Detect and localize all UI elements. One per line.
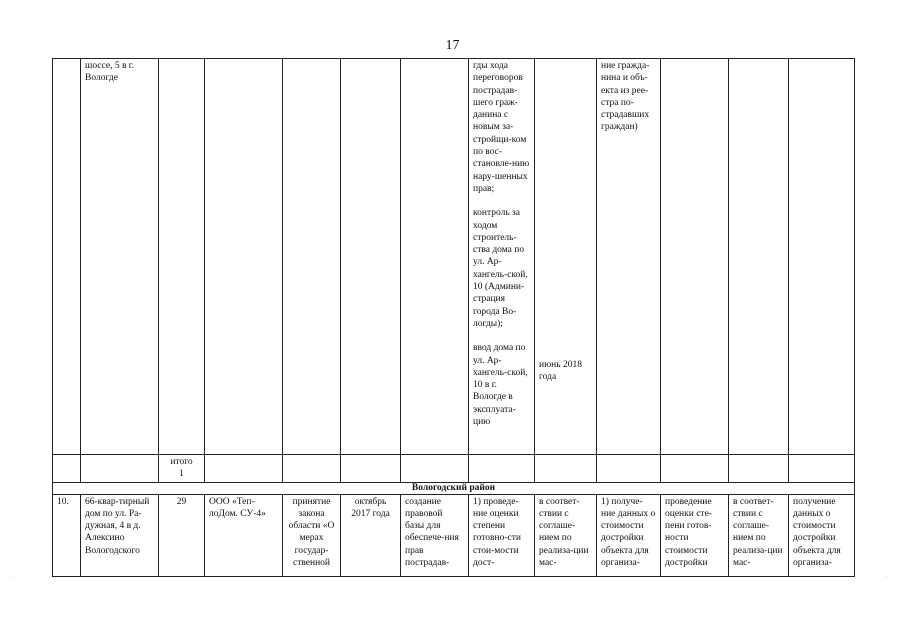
table-row: [53, 59, 855, 455]
measures-table: [52, 58, 855, 577]
count-cell: 29: [159, 494, 205, 576]
scan-artifact: ·: [886, 574, 888, 580]
district-header: Вологодский район: [53, 482, 855, 494]
total-row: [53, 455, 855, 483]
total-value: 1: [179, 469, 184, 480]
action-cell: 1) проведе-ние оценки степени готовно-сти стои-мости дост-: [469, 494, 535, 576]
result-cell: создание правовой базы для обеспече-ния прав пострадав-: [401, 494, 469, 576]
object-cell: шоссе, 5 в г. Вологде: [81, 59, 159, 455]
table-row: [53, 494, 855, 576]
term-cell: [535, 59, 597, 455]
action-item: ввод дома по ул. Ар-хангель-ской, 10 в г. Вологде в эксплуата-цию: [473, 343, 528, 428]
developer-cell: ООО «Теп-лоДом. СУ-4»: [205, 494, 283, 576]
term-text: июнь 2018 года: [539, 360, 582, 383]
action-item: гды хода переговоров пострадав-шего граж-данина с новым за-стройщи-ком по вос-становле-нию нару-шенных прав;: [473, 61, 530, 194]
district-header-row: [53, 482, 855, 494]
action-cell: [469, 59, 535, 455]
term-cell: в соответ-ствии с соглаше-нием по реализа-ции мас-: [729, 494, 789, 576]
result-cell: ние гражда-нина и объ-екта из рее-стра по-страдавших граждан): [597, 59, 661, 455]
result-cell: получение данных о стоимости достройки объекта для организа-: [789, 494, 855, 576]
total-label: итого: [170, 457, 193, 467]
result-cell: 1) получе-ние данных о стоимости достройки объекта для организа-: [597, 494, 661, 576]
scan-artifact: ·: [10, 574, 12, 580]
row-number: 10.: [53, 494, 81, 576]
page-number: 17: [445, 38, 460, 53]
action-cell: проведение оценки сте-пени готов-ности стоимости достройки: [661, 494, 729, 576]
total-cell: [159, 455, 205, 483]
action-item: контроль за ходом строитель-ства дома по ул. Ар-хангель-ской, 10 (Админи-страция города Во-логды);: [473, 208, 528, 329]
measure-cell: принятие закона области «О мерах государ-ственной: [283, 494, 341, 576]
term-cell: в соответ-ствии с соглаше-нием по реализа-ции мас-: [535, 494, 597, 576]
date-cell: октябрь 2017 года: [341, 494, 401, 576]
object-cell: 66-квар-тирный дом по ул. Ра-дужная, 4 в д. Алексино Вологодского: [81, 494, 159, 576]
